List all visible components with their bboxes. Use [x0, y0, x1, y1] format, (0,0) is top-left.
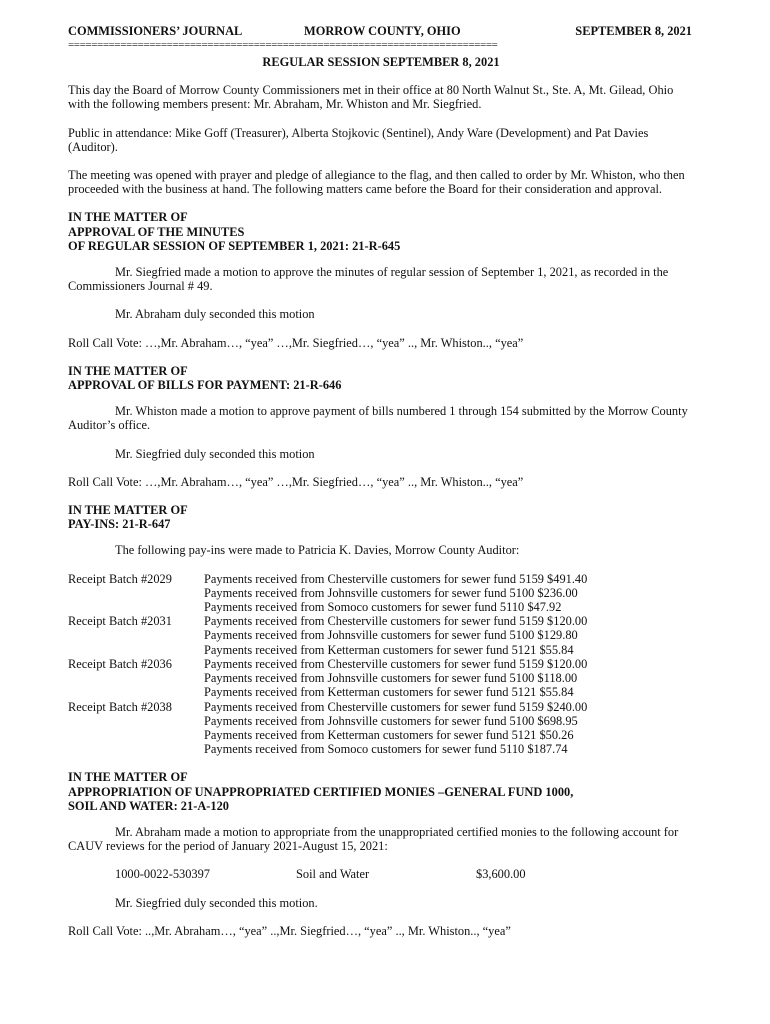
- heading-line: OF REGULAR SESSION OF SEPTEMBER 1, 2021: 21-R-645: [68, 238, 401, 253]
- second-text: Mr. Siegfried duly seconded this motion: [115, 446, 315, 461]
- header-date: SEPTEMBER 8, 2021: [575, 24, 692, 38]
- county-name: MORROW COUNTY, OHIO: [304, 24, 461, 38]
- motion-text: Mr. Siegfried made a motion to approve the minutes of regular session of September 1, 2021, as recorded in the Commissioners Journal # 49.: [68, 265, 669, 294]
- receipt-text: Payments received from Ketterman customers for sewer fund 5121 $50.26: [204, 727, 574, 742]
- heading-line: APPROPRIATION OF UNAPPROPRIATED CERTIFIED MONIES –GENERAL FUND 1000,: [68, 784, 574, 799]
- receipt-text: Payments received from Somoco customers for sewer fund 5110 $187.74: [204, 742, 568, 757]
- matter-heading-bills: [68, 364, 694, 392]
- receipt-batch: [68, 600, 204, 614]
- receipt-row: [68, 657, 694, 671]
- receipt-batch: Receipt Batch #2029: [68, 571, 172, 586]
- account-name: Soil and Water: [296, 867, 370, 882]
- receipt-row: [68, 700, 694, 714]
- intro-paragraph: This day the Board of Morrow County Commissioners met in their office at 80 North Walnut St., Ste. A, Mt. Gilead, Ohio with the following members present: Mr. Abraham, Mr. Whiston and Mr. Siegfried.: [68, 83, 674, 112]
- receipt-row: [68, 600, 694, 614]
- roll-call-vote: Roll Call Vote: …,Mr. Abraham…, “yea” …,Mr. Siegfried…, “yea” .., Mr. Whiston.., “yea”: [68, 335, 524, 350]
- receipt-batch: [68, 628, 204, 642]
- heading-line: IN THE MATTER OF: [68, 210, 188, 225]
- receipt-row: [68, 671, 694, 685]
- matter-heading-pay-ins: [68, 503, 694, 531]
- roll-call-vote: Roll Call Vote: …,Mr. Abraham…, “yea” …,Mr. Siegfried…, “yea” .., Mr. Whiston.., “yea”: [68, 474, 524, 489]
- session-title: REGULAR SESSION SEPTEMBER 8, 2021: [262, 55, 500, 69]
- receipt-text: Payments received from Chesterville customers for sewer fund 5159 $491.40: [204, 571, 588, 586]
- receipt-text: Payments received from Johnsville customers for sewer fund 5100 $118.00: [204, 671, 578, 686]
- heading-line: IN THE MATTER OF: [68, 503, 188, 518]
- receipt-row: [68, 628, 694, 642]
- heading-line: APPROVAL OF BILLS FOR PAYMENT: 21-R-646: [68, 378, 342, 393]
- receipt-text: Payments received from Ketterman customers for sewer fund 5121 $55.84: [204, 642, 574, 657]
- account-number: 1000-0022-530397: [115, 867, 210, 882]
- heading-line: IN THE MATTER OF: [68, 770, 188, 785]
- receipt-row: [68, 742, 694, 756]
- receipt-batch: [68, 685, 204, 699]
- heading-line: IN THE MATTER OF: [68, 363, 188, 378]
- pay-ins-intro: The following pay-ins were made to Patricia K. Davies, Morrow County Auditor:: [115, 543, 520, 558]
- receipt-batch: Receipt Batch #2031: [68, 614, 172, 629]
- receipt-text: Payments received from Chesterville customers for sewer fund 5159 $120.00: [204, 656, 588, 671]
- account-line: [68, 867, 694, 881]
- receipt-batch: [68, 643, 204, 657]
- receipt-text: Payments received from Chesterville customers for sewer fund 5159 $120.00: [204, 614, 588, 629]
- opening-paragraph: The meeting was opened with prayer and pledge of allegiance to the flag, and then called to order by Mr. Whiston, who then proceeded with the business at hand. The following matters came before the Board for their consideration and approval.: [68, 168, 685, 197]
- receipt-batch: [68, 742, 204, 756]
- header-rule: ==========================================================================: [68, 39, 498, 50]
- receipt-text: Payments received from Chesterville customers for sewer fund 5159 $240.00: [204, 699, 588, 714]
- matter-heading-minutes: [68, 210, 694, 253]
- motion-text: Mr. Whiston made a motion to approve payment of bills numbered 1 through 154 submitted by the Morrow County Auditor’s office.: [68, 404, 688, 433]
- receipt-row: [68, 728, 694, 742]
- heading-line: APPROVAL OF THE MINUTES: [68, 224, 245, 239]
- receipt-text: Payments received from Johnsville customers for sewer fund 5100 $129.80: [204, 628, 578, 643]
- receipt-row: [68, 685, 694, 699]
- receipt-batch: [68, 671, 204, 685]
- second-text: Mr. Siegfried duly seconded this motion.: [115, 895, 318, 910]
- roll-call-vote: Roll Call Vote: ..,Mr. Abraham…, “yea” ..,Mr. Siegfried…, “yea” .., Mr. Whiston.., “yea”: [68, 923, 511, 938]
- second-text: Mr. Abraham duly seconded this motion: [115, 307, 315, 322]
- receipt-row: [68, 643, 694, 657]
- receipt-row: [68, 572, 694, 586]
- receipt-row: [68, 614, 694, 628]
- receipt-row: [68, 714, 694, 728]
- heading-line: PAY-INS: 21-R-647: [68, 517, 171, 532]
- journal-name: COMMISSIONERS’ JOURNAL: [68, 24, 243, 38]
- motion-text: Mr. Abraham made a motion to appropriate from the unappropriated certified monies to the following account for CAUV reviews for the period of January 2021-August 15, 2021:: [68, 824, 679, 854]
- account-amount: $3,600.00: [476, 867, 526, 882]
- attendance-paragraph: Public in attendance: Mike Goff (Treasurer), Alberta Stojkovic (Sentinel), Andy Ware (Development) and Pat Davies (Auditor).: [68, 125, 649, 154]
- journal-body: [68, 55, 694, 952]
- receipt-batch: Receipt Batch #2036: [68, 656, 172, 671]
- receipt-batch: [68, 586, 204, 600]
- receipt-batch: Receipt Batch #2038: [68, 699, 172, 714]
- receipt-batch: [68, 728, 204, 742]
- matter-heading-appropriation: [68, 770, 694, 813]
- receipt-text: Payments received from Ketterman customers for sewer fund 5121 $55.84: [204, 685, 574, 700]
- receipt-batch: [68, 714, 204, 728]
- heading-line: SOIL AND WATER: 21-A-120: [68, 798, 229, 813]
- receipt-text: Payments received from Johnsville customers for sewer fund 5100 $236.00: [204, 585, 578, 600]
- receipt-text: Payments received from Somoco customers for sewer fund 5110 $47.92: [204, 600, 562, 615]
- receipt-list: [68, 572, 694, 757]
- receipt-row: [68, 586, 694, 600]
- receipt-text: Payments received from Johnsville customers for sewer fund 5100 $698.95: [204, 713, 578, 728]
